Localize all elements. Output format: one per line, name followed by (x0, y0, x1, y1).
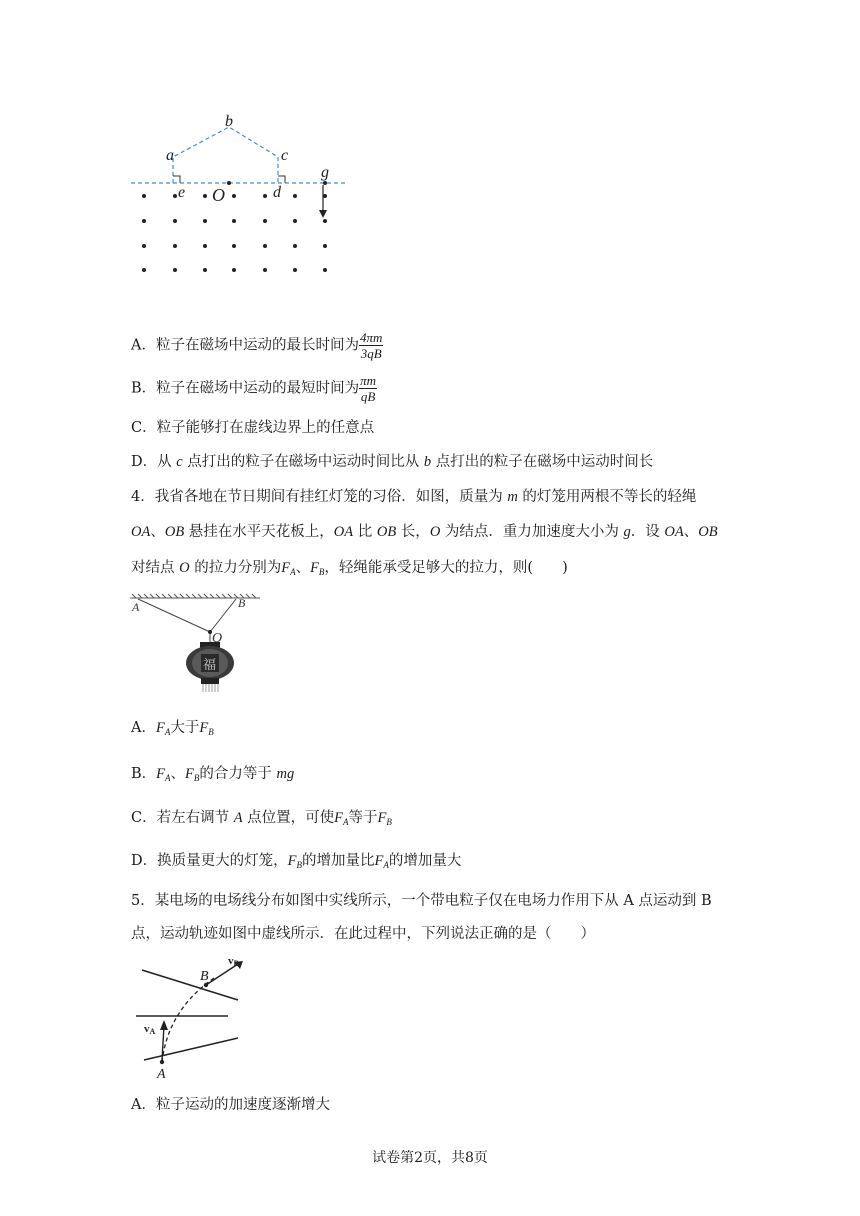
dashed-boundary (131, 127, 348, 183)
lantern (186, 642, 234, 692)
label-d: d (273, 184, 281, 201)
label-O: O (212, 631, 223, 646)
q3-option-a: A．粒子在磁场中运动的最长时间为 $\frac{4\pi m}{3qB}$ (131, 330, 383, 361)
q5-line-1: 5．某电场的电场线分布如图中实线所示，一个带电粒子仅在电场力作用下从 A 点运动到 B (131, 893, 712, 909)
q4-line-2: OA、OB 悬挂在水平天花板上，OA 比 OB 长，O 为结点．重力加速度大小为 g．设 OA、OB (131, 524, 718, 540)
field-dots (142, 181, 327, 272)
page-footer: 试卷第2页，共8页 (372, 1150, 488, 1166)
label-b: b (225, 113, 233, 130)
label-a: a (166, 147, 174, 164)
label-A: A (132, 600, 140, 614)
q4-option-a: A．$F_A$大于$F_B$ (131, 720, 214, 737)
field-lines (136, 970, 238, 1060)
q5-option-a: A．粒子运动的加速度逐渐增大 (131, 1097, 330, 1113)
q4-option-d: D．换质量更大的灯笼，$F_B$的增加量比$F_A$的增加量大 (131, 853, 462, 870)
label-B: B (238, 596, 246, 610)
label-A: A (157, 1067, 166, 1082)
label-B: B (200, 969, 209, 984)
magnetic-field-figure (128, 110, 358, 285)
label-vA: vA (144, 1023, 156, 1036)
point-A (160, 1060, 164, 1064)
q3-option-b: B．粒子在磁场中运动的最短时间为 $\frac{\pi m}{qB}$ (131, 373, 377, 404)
label-e: e (178, 184, 186, 201)
lantern-figure (128, 590, 268, 700)
q3-option-c: C．粒子能够打在虚线边界上的任意点 (131, 420, 375, 436)
q4-option-b: B．$F_A$、$F_B$的合力等于 mg (131, 766, 295, 783)
label-O: O (212, 185, 225, 205)
q3-option-d: D．从 c 点打出的粒子在磁场中运动时间比从 b 点打出的粒子在磁场中运动时间长 (131, 454, 654, 470)
label-g: g (321, 164, 329, 181)
q5-line-2: 点，运动轨迹如图中虚线所示．在此过程中，下列说法正确的是（ ） (131, 926, 595, 942)
label-vB: vB (228, 955, 239, 968)
electric-field-figure (130, 952, 250, 1082)
label-c: c (281, 147, 289, 164)
svg-text:福: 福 (203, 657, 217, 672)
fraction: $\frac{\pi m}{qB}$ (360, 373, 377, 404)
q4-option-c: C．若左右调节 A 点位置，可使$F_A$等于$F_B$ (131, 810, 392, 827)
q4-line-3: 对结点 O 的拉力分别为$F_A$、$F_B$，轻绳能承受足够大的拉力，则( ) (131, 560, 568, 577)
fraction: $\frac{4\pi m}{3qB}$ (359, 330, 383, 361)
q4-line-1: 4．我省各地在节日期间有挂红灯笼的习俗．如图，质量为 m 的灯笼用两根不等长的轻绳 (131, 489, 697, 505)
arrow-g (319, 185, 327, 218)
